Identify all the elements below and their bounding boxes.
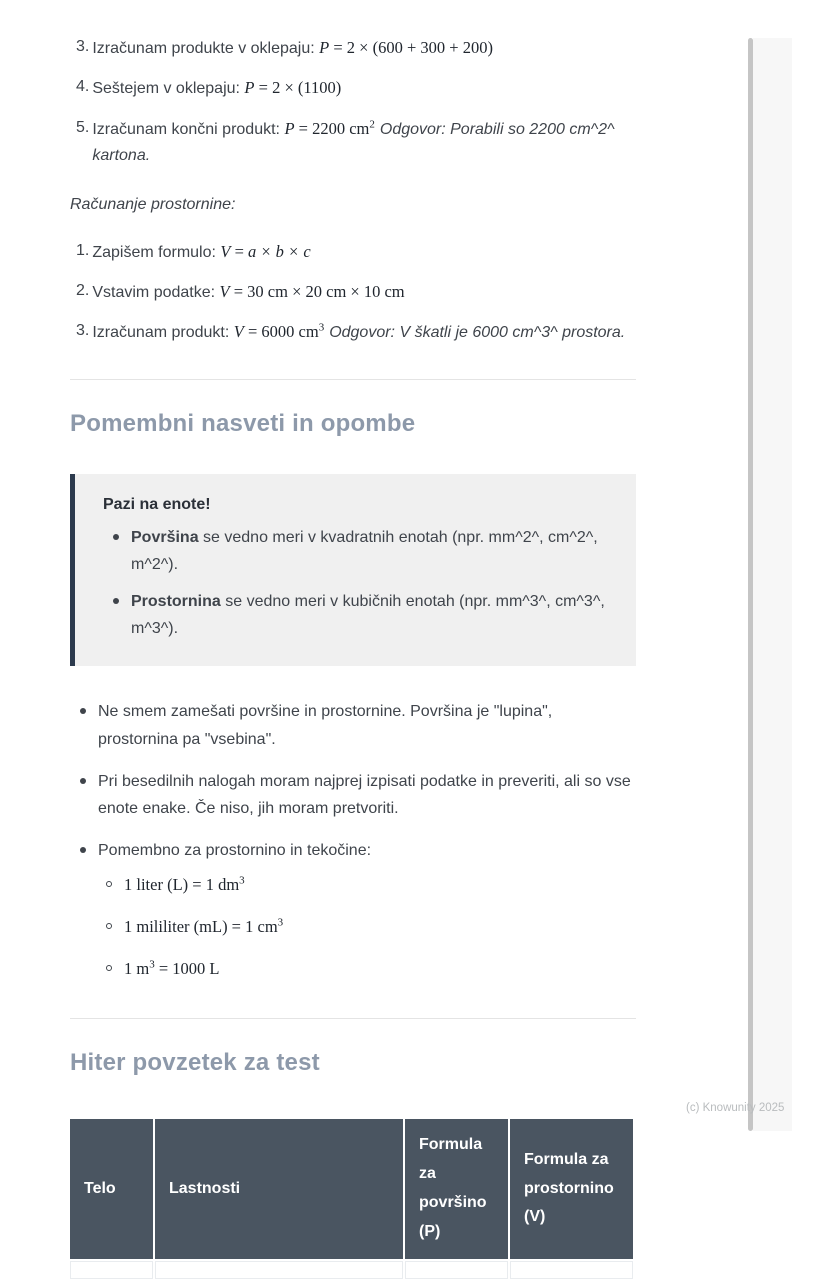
step-text: Seštejem v oklepaju: [92, 80, 245, 98]
math-expression: = 6000 cm [243, 322, 319, 342]
note-text: Ne smem zamešati površine in prostornine. Površina je "lupina", prostornina pa "vsebina". [98, 703, 553, 748]
table-header-row [70, 1119, 636, 1258]
conversion-item [96, 868, 636, 902]
math-variable: V [220, 241, 231, 261]
conversion-item [96, 952, 636, 986]
section-divider [70, 379, 636, 380]
table-header-formula-povrsina: Formula za površino (P) [405, 1119, 508, 1258]
math-expression: = [230, 241, 249, 261]
surface-steps-list [70, 34, 636, 170]
conversion-text: 1 liter (L) = 1 dm [124, 875, 240, 895]
list-number: 4. [76, 78, 90, 96]
conversion-item [96, 910, 636, 944]
bullet-text: se vedno meri v kubičnih enotah (npr. mm^3^, cm^3^, m^3^). [131, 593, 605, 638]
math-superscript: 3 [277, 917, 284, 930]
math-variable: V [219, 281, 230, 301]
bullet-icon [113, 534, 119, 540]
answer-text: Odgovor: Porabili so 2200 cm^2^ kartona. [92, 120, 615, 165]
bullet-icon [80, 708, 86, 714]
section-heading-tips: Pomembni nasveti in opombe [70, 409, 416, 437]
table-cell [510, 1261, 633, 1279]
conversion-text: 1 mililiter (mL) = 1 cm [124, 917, 278, 937]
math-variable: V [233, 322, 244, 342]
math-expression: = 30 cm × 20 cm × 10 cm [229, 281, 405, 301]
bullet-text: se vedno meri v kvadratnih enotah (npr. mm^2^, cm^2^, m^2^). [131, 528, 598, 573]
step-text: Vstavim podatke: [92, 283, 220, 301]
bullet-icon [113, 598, 119, 604]
note-item [70, 768, 636, 822]
math-expression: = 2 × (1100) [254, 78, 342, 98]
callout-bullet [103, 524, 610, 578]
summary-table [70, 1119, 636, 1278]
list-item [70, 74, 636, 102]
circle-bullet-icon [106, 923, 112, 929]
list-item [70, 238, 636, 266]
list-item [70, 318, 636, 346]
list-item [70, 278, 636, 306]
callout-bullet [103, 588, 610, 642]
list-number: 1. [76, 241, 90, 259]
section-heading-summary: Hiter povzetek za test [70, 1049, 320, 1077]
step-text: Izračunam produkte v oklepaju: [92, 40, 320, 57]
table-header-formula-prostornina: Formula za prostornino (V) [510, 1119, 633, 1258]
page-edge-strip [753, 38, 792, 1131]
math-variable: P [244, 78, 255, 98]
circle-bullet-icon [106, 965, 112, 971]
conversion-text: 1 m [124, 959, 150, 979]
list-number: 2. [76, 281, 90, 299]
table-cell [405, 1261, 508, 1279]
list-item [70, 34, 636, 62]
list-item [70, 115, 636, 170]
circle-bullet-icon [106, 881, 112, 887]
note-text: Pomembno za prostornino in tekočine: [98, 842, 372, 860]
math-variable: P [284, 118, 295, 138]
subsection-title-volume: Računanje prostornine: [70, 195, 236, 213]
callout-title: Pazi na enote! [103, 495, 211, 513]
step-text: Izračunam produkt: [92, 324, 234, 342]
table-cell [155, 1261, 403, 1279]
step-text: Zapišem formulo: [92, 243, 221, 261]
step-text: Izračunam končni produkt: [92, 120, 285, 138]
table-header-telo: Telo [70, 1119, 153, 1258]
math-expression: = 2 × (600 + 300 + 200) [329, 38, 493, 57]
notes-list [70, 698, 636, 986]
copyright-watermark: (c) Knowunity 2025 [686, 1102, 785, 1114]
conversion-sublist [96, 868, 636, 986]
math-variable: P [319, 38, 330, 57]
note-item [70, 837, 636, 864]
section-divider [70, 1018, 636, 1019]
bullet-icon [80, 778, 86, 784]
math-superscript: 3 [149, 959, 155, 972]
list-number: 3. [76, 322, 90, 340]
callout-box [70, 474, 636, 667]
math-superscript: 2 [369, 118, 375, 131]
math-expression-italic: a × b × c [248, 241, 311, 261]
bullet-icon [80, 847, 86, 853]
bullet-bold-text: Površina [131, 528, 199, 546]
note-item [70, 698, 636, 752]
math-superscript: 3 [318, 322, 325, 335]
list-number: 3. [76, 38, 90, 55]
volume-steps-list [70, 238, 636, 347]
conversion-text-tail: = 1000 L [154, 959, 220, 979]
note-text: Pri besedilnih nalogah moram najprej izpisati podatke in preveriti, ali so vse enote enake. Če niso, jih moram pretvoriti. [98, 772, 631, 818]
math-expression: = 2200 cm [294, 118, 370, 138]
answer-text: Odgovor: V škatli je 6000 cm^3^ prostora. [329, 324, 626, 342]
bullet-bold-text: Prostornina [131, 593, 221, 611]
vertical-scrollbar[interactable] [748, 38, 753, 1131]
table-cell [70, 1261, 153, 1279]
table-header-lastnosti: Lastnosti [155, 1119, 403, 1258]
document-content [70, 34, 636, 1279]
table-row [70, 1261, 636, 1279]
list-number: 5. [76, 118, 90, 136]
math-superscript: 3 [239, 875, 245, 888]
